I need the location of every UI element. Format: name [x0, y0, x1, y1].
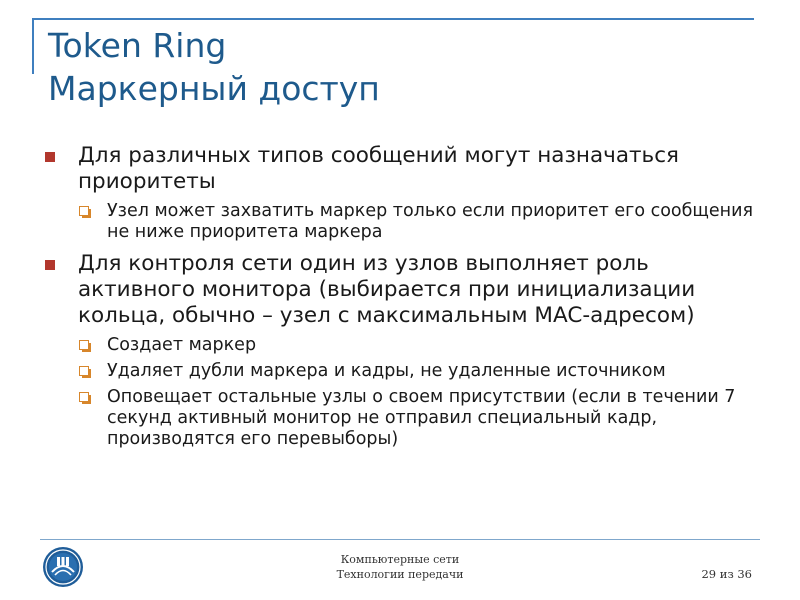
footer-divider [40, 539, 760, 540]
slide-title [48, 24, 748, 110]
footer-course-info [300, 552, 500, 582]
sub-bullet-item [77, 335, 764, 356]
slide-title-line-1: Token Ring [48, 26, 227, 65]
header-vertical-line [32, 18, 34, 74]
checkbox-bullet-icon [79, 206, 89, 216]
slide-content [44, 143, 764, 450]
sub-bullet-item [77, 387, 764, 450]
checkbox-bullet-icon [79, 366, 89, 376]
sub-bullet-item [77, 361, 764, 382]
square-bullet-icon [45, 152, 55, 162]
header-horizontal-line [32, 18, 754, 20]
square-bullet-icon [45, 260, 55, 270]
sub-bullet-text: Удаляет дубли маркера и кадры, не удаленные источником [107, 361, 666, 381]
bullet-item [44, 143, 764, 195]
checkbox-bullet-icon [79, 392, 89, 402]
sub-bullet-text: Узел может захватить маркер только если приоритет его сообщения не ниже приоритета маркера [107, 201, 754, 242]
university-logo-icon [42, 546, 84, 588]
sub-bullet-text: Оповещает остальные узлы о своем присутствии (если в течении 7 секунд активный монитор не отправил специальный кадр, производятся его перевыборы) [107, 387, 736, 449]
checkbox-bullet-icon [79, 340, 89, 350]
bullet-text: Для контроля сети один из узлов выполняет роль активного монитора (выбирается при инициализации кольца, обычно – узел с максимальным MAC-адресом) [78, 251, 696, 328]
sub-bullet-item [77, 201, 764, 243]
footer-course: Компьютерные сети [340, 553, 460, 566]
footer-topic: Технологии передачи [336, 568, 464, 581]
sub-bullet-text: Создает маркер [107, 335, 257, 355]
slide-title-line-2: Маркерный доступ [48, 69, 380, 108]
bullet-item [44, 251, 764, 329]
page-number: 29 из 36 [701, 567, 752, 581]
bullet-text: Для различных типов сообщений могут назначаться приоритеты [78, 143, 679, 194]
